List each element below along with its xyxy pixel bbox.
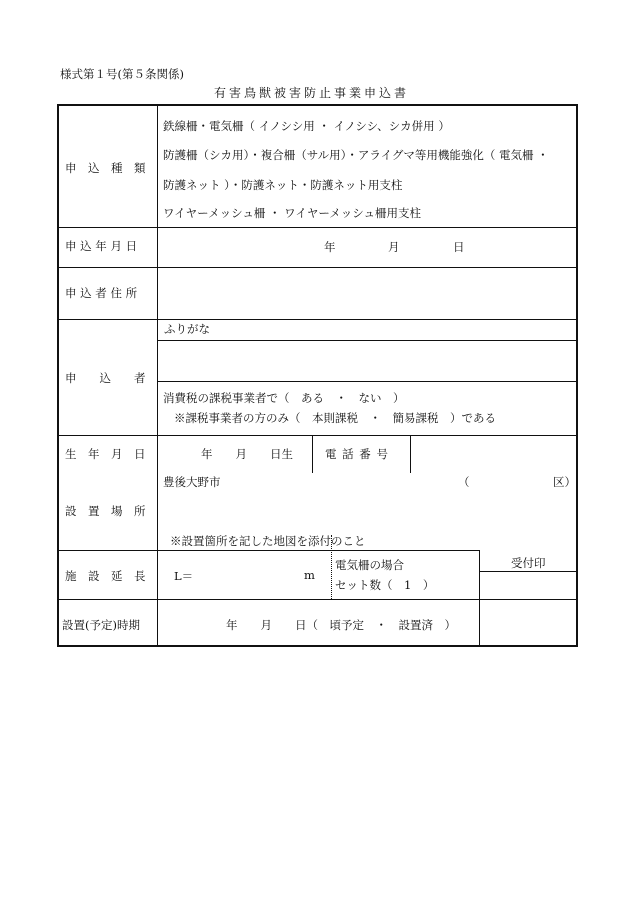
location-note: ※設置箇所を記した地図を添付のこと	[170, 534, 366, 548]
application-date-year: 年	[324, 240, 336, 254]
set-count: セット数（ 1 ）	[335, 578, 435, 592]
birth-date-value: 年 月 日生	[201, 447, 293, 461]
label-length: 施 設 延 長	[65, 569, 146, 583]
label-birth-date: 生 年 月 日	[65, 447, 146, 461]
application-type-option: 防護柵（シカ用）・複合柵（サル用）・アライグマ等用機能強化（ 電気柵 ・	[163, 148, 549, 162]
electric-fence-label: 電気柵の場合	[335, 558, 404, 572]
application-type-option: ワイヤーメッシュ柵 ・ ワイヤーメッシュ柵用支柱	[163, 206, 422, 220]
phone-label: 電 話 番 号	[325, 447, 389, 461]
application-date-month: 月	[388, 240, 400, 254]
label-applicant: 申 込 者	[65, 371, 146, 385]
tax-status-line: 消費税の課税事業者で（ ある ・ ない ）	[163, 391, 405, 405]
label-location: 設 置 場 所	[65, 504, 146, 518]
furigana-label: ふりがな	[164, 322, 210, 336]
application-type-option: 防護ネット ）・防護ネット・防護ネット用支柱	[163, 178, 403, 192]
location-city: 豊後大野市	[163, 475, 221, 489]
form-number: 様式第１号(第５条関係)	[60, 67, 184, 81]
label-schedule: 設置(予定)時期	[62, 618, 140, 632]
application-date-day: 日	[453, 240, 465, 254]
application-type-option: 鉄線柵・電気柵（ イノシシ用 ・ イノシシ、シカ併用 ）	[163, 119, 450, 133]
label-application-type: 申 込 種 類	[65, 161, 146, 175]
label-application-date: 申 込 年 月 日	[65, 239, 138, 253]
tax-method-line: ※課税事業者の方のみ（ 本則課税 ・ 簡易課税 ）である	[174, 411, 496, 425]
label-address: 申 込 者 住 所	[65, 286, 138, 300]
length-prefix: L＝	[174, 569, 194, 583]
form-title: 有害鳥獣被害防止事業申込書	[214, 86, 410, 100]
schedule-value: 年 月 日（ 頃予定 ・ 設置済 ）	[226, 618, 456, 632]
location-ward-open: （	[458, 475, 470, 489]
location-ward-close: 区）	[553, 475, 576, 489]
length-unit: m	[304, 568, 315, 582]
stamp-label: 受付印	[511, 556, 546, 570]
